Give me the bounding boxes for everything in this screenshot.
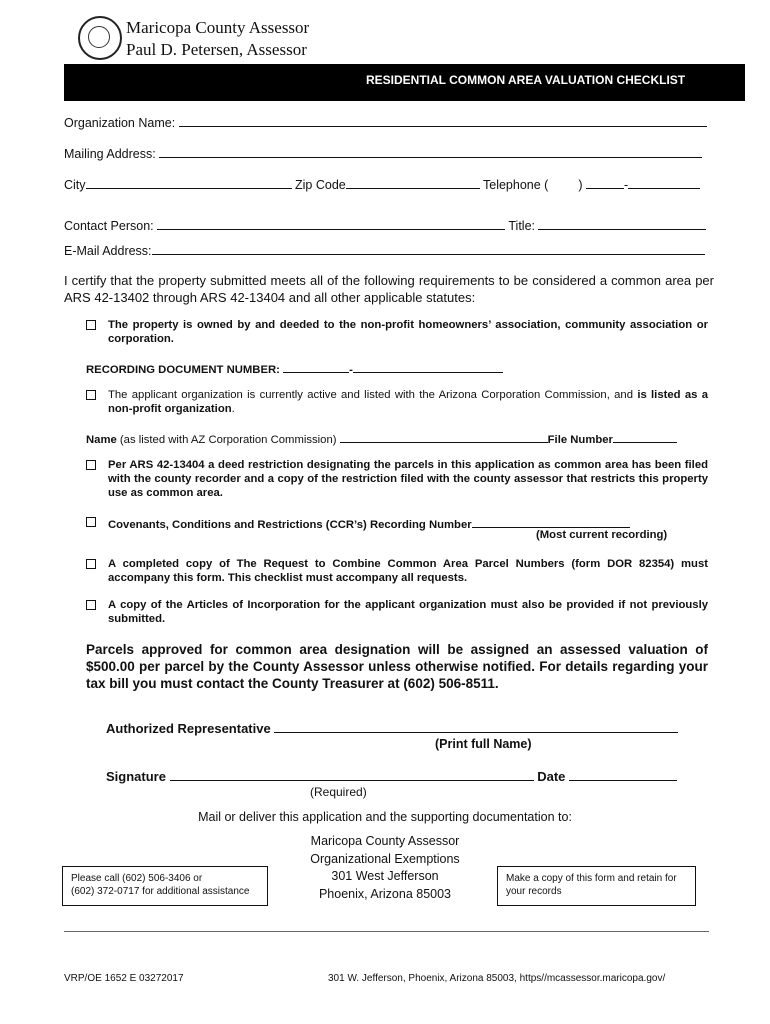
assistance-box (62, 866, 268, 906)
name-note: (as listed with AZ Corporation Commission) (116, 434, 340, 446)
form-id: VRP/OE 1652 E 03272017 (64, 973, 184, 984)
name-file-row (86, 430, 686, 447)
zip-line[interactable] (346, 176, 480, 189)
mailing-address-field[interactable] (64, 145, 702, 161)
recording-dash: - (349, 364, 353, 376)
ccr-label: Covenants, Conditions and Restrictions (CCR’s) Recording Number (108, 519, 472, 531)
email-field[interactable] (64, 242, 705, 258)
footer-divider (64, 931, 709, 932)
ccr-note: (Most current recording) (536, 529, 668, 541)
item-deed-ownership: The property is owned by and deeded to the non-profit homeowners’ association, community association or corporation. (108, 319, 708, 345)
item-deed-restriction: Per ARS 42-13404 a deed restriction designating the parcels in this application as common area has been filed with the county recorder and a copy of the restriction filed with the county assessor that restricts this property use as common area. (108, 459, 708, 499)
assessor-office-name: Maricopa County Assessor (126, 18, 310, 37)
date-label: Date (537, 769, 566, 784)
retain-copy-box (497, 866, 696, 906)
certification-statement: I certify that the property submitted meets all of the following requirements to be considered a common area per ARS 42-13402 through ARS 42-13404 and all other applicable statutes: (64, 273, 714, 305)
contact-person-label: Contact Person: (64, 219, 154, 233)
city-zip-phone-row (64, 176, 700, 192)
seal-emblem (88, 26, 110, 48)
signature-date-row (106, 768, 677, 784)
email-line[interactable] (152, 242, 705, 255)
telephone-prefix-line[interactable] (586, 176, 624, 189)
assistance-line-2: (602) 372-0717 for additional assistance (71, 886, 250, 897)
form-title: RESIDENTIAL COMMON AREA VALUATION CHECKLIST (366, 73, 686, 87)
telephone-dash: - (623, 178, 629, 192)
mailing-address-block (285, 833, 485, 903)
assessor-name: Paul D. Petersen, Assessor (126, 40, 307, 59)
checkbox-corporation-commission[interactable] (86, 390, 96, 400)
footer-address: 301 W. Jefferson, Phoenix, Arizona 85003, https//mcassessor.maricopa.gov/ (328, 973, 666, 984)
recording-document-row (86, 360, 686, 377)
item-nonprofit-text: is listed as a non-profit organization (108, 389, 708, 415)
item-corporation-commission (108, 388, 708, 416)
authorized-representative-row (106, 720, 678, 736)
city-line[interactable] (86, 176, 292, 189)
telephone-paren: ) (578, 178, 583, 192)
required-note: (Required) (310, 785, 367, 799)
date-line[interactable] (569, 768, 677, 781)
title-line[interactable] (538, 217, 706, 230)
mail-address-line-2: Organizational Exemptions (310, 851, 460, 866)
mailing-address-line[interactable] (159, 145, 702, 158)
title-banner (64, 64, 745, 101)
recording-document-line-1[interactable] (283, 360, 349, 373)
telephone-number-line[interactable] (628, 176, 700, 189)
city-label: City (64, 178, 86, 192)
item-combine-request: A completed copy of The Request to Combine Common Area Parcel Numbers (form DOR 82354) must accompany this form. This checklist must accompany all requests. (108, 558, 708, 584)
contact-person-line[interactable] (157, 217, 505, 230)
signature-line[interactable] (170, 768, 534, 781)
valuation-notice: Parcels approved for common area designation will be assigned an assessed valuation of $500.00 per parcel by the County Assessor unless otherwise notified. For details regarding your tax bill you must contact the County Treasurer at (602) 506-8511. (86, 642, 708, 691)
item-articles-incorporation: A copy of the Articles of Incorporation for the applicant organization must also be provided if not previously submitted. (108, 599, 708, 625)
authorized-representative-label: Authorized Representative (106, 721, 271, 736)
telephone-label: Telephone ( (483, 178, 549, 192)
ccr-recording-line[interactable] (472, 515, 630, 528)
checkbox-deed-restriction[interactable] (86, 460, 96, 470)
checkbox-ccr-recording[interactable] (86, 517, 96, 527)
recording-document-line-2[interactable] (353, 360, 503, 373)
mailing-address-label: Mailing Address: (64, 147, 156, 161)
mail-address-line-1: Maricopa County Assessor (310, 834, 460, 848)
retain-copy-line-2: your records (506, 886, 562, 897)
file-number-label: File Number (547, 434, 613, 446)
name-label: Name (86, 434, 117, 446)
contact-title-row (64, 217, 706, 233)
file-number-line[interactable] (613, 430, 677, 443)
organization-name-field[interactable] (64, 114, 707, 130)
signature-label: Signature (106, 769, 166, 784)
assistance-line-1: Please call (602) 506-3406 or (71, 873, 203, 884)
checkbox-combine-request[interactable] (86, 559, 96, 569)
name-line[interactable] (340, 430, 548, 443)
title-label: Title: (508, 219, 535, 233)
recording-document-label: RECORDING DOCUMENT NUMBER: (86, 364, 280, 376)
item-period: . (231, 403, 235, 415)
checkbox-deed-ownership[interactable] (86, 320, 96, 330)
mail-address-line-3: 301 West Jefferson (331, 869, 439, 883)
county-seal-logo (78, 16, 122, 60)
email-label: E-Mail Address: (64, 244, 152, 258)
organization-name-line[interactable] (179, 114, 707, 127)
item-corporation-text: The applicant organization is currently active and listed with the Arizona Corporation Commission, and (108, 389, 633, 401)
mail-address-line-4: Phoenix, Arizona 85003 (318, 886, 452, 901)
mail-instruction: Mail or deliver this application and the supporting documentation to: (198, 810, 572, 824)
print-name-note: (Print full Name) (435, 737, 532, 751)
retain-copy-line-1: Make a copy of this form and retain for (506, 873, 677, 884)
organization-name-label: Organization Name: (64, 116, 176, 130)
zip-label: Zip Code (295, 178, 346, 192)
authorized-representative-line[interactable] (274, 720, 678, 733)
checkbox-articles-incorporation[interactable] (86, 600, 96, 610)
